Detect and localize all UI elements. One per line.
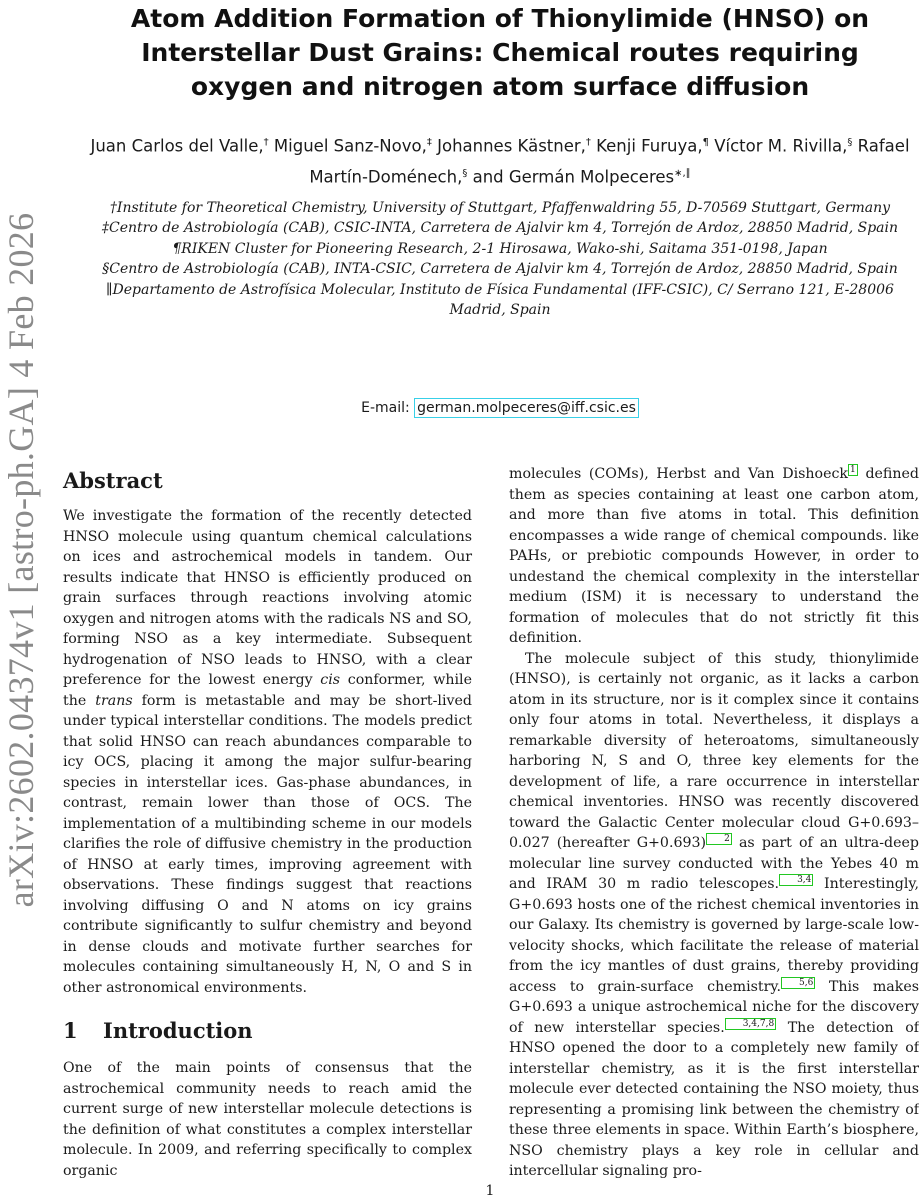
- right-column: [509, 464, 919, 1182]
- affiliation: §Centro de Astrobiología (CAB), INTA-CSIC, Carretera de Ajalvir km 4, Torrejón de Ardoz, 28850 Madrid, Spain: [102, 261, 898, 278]
- page-number: 1: [485, 1183, 495, 1199]
- email-line: [90, 400, 910, 416]
- intro-paragraph-2: The molecule subject of this study, thionylimide (HNSO), is certainly not organic, as it lacks a carbon atom in its structure, nor is it complex since it contains only four atoms in total. Nevertheless, it displays a remarkable diversity of heteroatoms, simultaneously harboring N, S and O, three key elements for the development of life, a rare occurrence in interstellar chemical inventories. HNSO was recently discovered toward the Galactic Center molecular cloud G+0.693–0.027 (hereafter G+0.693) 2 as part of an ultra-deep molecular line survey conducted with the Yebes 40 m and IRAM 30 m radio telescopes. 3,4 Interestingly, G+0.693 hosts one of the richest chemical inventories in our Galaxy. Its chemistry is governed by large-scale low-velocity shocks, which facilitate the release of material from the icy mantles of dust grains, thereby providing access to grain-surface chemistry. 5,6 This makes G+0.693 a unique astrochemical niche for the discovery of new interstellar species. 3,4,7,8 The detection of HNSO opened the door to a completely new family of interstellar chemistry, as it is the first interstellar molecule ever detected containing the NSO moiety, thus representing a promising link between the chemistry of these three elements in space. Within Earth’s biosphere, NSO chemistry plays a key role in cellular and intercellular signaling pro-: [509, 650, 919, 1179]
- abstract-text: We investigate the formation of the recently detected HNSO molecule using quantum chemical calculations on ices and astrochemical models in tandem. Our results indicate that HNSO is efficiently produced on grain surfaces through reactions involving atomic oxygen and nitrogen atoms with the radicals NS and SO, forming NSO as a key intermediate. Subsequent hydrogenation of NSO leads to HNSO, with a clear preference for the lowest energy cis conformer, while the trans form is metastable and may be short-lived under typical interstellar conditions. The models predict that solid HNSO can reach abundances comparable to icy OCS, placing it among the major sulfur-bearing species in interstellar ices. Gas-phase abundances, in contrast, remain lower than those of OCS. The implementation of a multibinding scheme in our models clarifies the role of diffusive chemistry in the production of HNSO at early times, improving agreement with observations. These findings suggest that reactions involving diffusing O and N atoms on icy grains contribute significantly to sulfur chemistry and beyond in dense clouds and motivate further searches for molecules containing simultaneously H, N, O and S in other astronomical environments.: [63, 508, 472, 996]
- author-mark: §: [847, 137, 853, 148]
- affiliation: ∥Departamento de Astrofísica Molecular, Instituto de Física Fundamental (IFF-CSIC), C/ Serrano 121, E-28006 Madrid, Spain: [106, 281, 894, 319]
- author-name: Víctor M. Rivilla,: [714, 136, 848, 156]
- abstract-heading: Abstract: [63, 468, 163, 493]
- affiliation: †Institute for Theoretical Chemistry, University of Stuttgart, Pfaffenwaldring 55, D-70569 Stuttgart, Germany: [109, 200, 891, 216]
- citation-link[interactable]: 1: [850, 465, 856, 475]
- author-name: Juan Carlos del Valle,: [90, 136, 264, 156]
- author-mark: †: [585, 137, 591, 148]
- author-name: Miguel Sanz-Novo,: [273, 136, 427, 156]
- author-name: Rafael Martín-Doménech,: [309, 136, 910, 186]
- author-mark: †: [263, 137, 269, 148]
- affiliations: [90, 198, 910, 320]
- intro-paragraph-continued: molecules (COMs), Herbst and Van Dishoeck 1 defined them as species containing at least one carbon atom, and more than five atoms in total. This definition encompasses a wide range of chemical compounds. like PAHs, or prebiotic compounds However, in order to undestand the chemical complexity in the interstellar medium (ISM) it is necessary to understand the formation of molecules that do not strictly fit this definition.: [509, 465, 919, 646]
- email-link[interactable]: german.molpeceres@iff.csic.es: [414, 398, 639, 418]
- author-mark: ∗,∥: [674, 167, 691, 179]
- citation-link[interactable]: 2: [706, 833, 732, 845]
- intro-paragraph: One of the main points of consensus that the astrochemical community needs to reach amid the current surge of new interstellar molecule detections is the definition of what constitutes a complex interstellar molecule. In 2009, and referring specifically to complex organic: [63, 1060, 472, 1179]
- author-name: and Germán Molpeceres: [472, 167, 675, 186]
- citation-link[interactable]: 3,4: [779, 874, 813, 886]
- affiliation: ‡Centro de Astrobiología (CAB), CSIC-INTA, Carretera de Ajalvir km 4, Torrejón de Ardoz, 28850 Madrid, Spain: [102, 220, 898, 237]
- author-mark: ¶: [702, 137, 709, 148]
- arxiv-sidebar: [0, 200, 44, 920]
- arxiv-id: arXiv:2602.04374v1 [astro-ph.GA] 4 Feb 2026: [1, 212, 41, 908]
- citation-link[interactable]: 5,6: [781, 977, 815, 989]
- author-name: Kenji Furuya,: [596, 136, 703, 156]
- author-name: Johannes Kästner,: [437, 136, 586, 156]
- author-list: [90, 129, 910, 190]
- paper-title: Atom Addition Formation of Thionylimide (HNSO) on Interstellar Dust Grains: Chemical routes requiring oxygen and nitrogen atom surface diffusion: [130, 4, 870, 101]
- section-title: Introduction: [103, 1018, 253, 1043]
- section-heading-introduction: [63, 1016, 472, 1046]
- affiliation: ¶RIKEN Cluster for Pioneering Research, 2-1 Hirosawa, Wako-shi, Saitama 351-0198, Japan: [172, 240, 828, 257]
- author-mark: §: [462, 167, 468, 179]
- author-mark: ‡: [426, 137, 432, 148]
- citation-link[interactable]: 3,4,7,8: [725, 1018, 777, 1030]
- left-column: [63, 466, 472, 1181]
- email-label: E-mail:: [361, 400, 415, 416]
- section-number: 1: [63, 1018, 78, 1043]
